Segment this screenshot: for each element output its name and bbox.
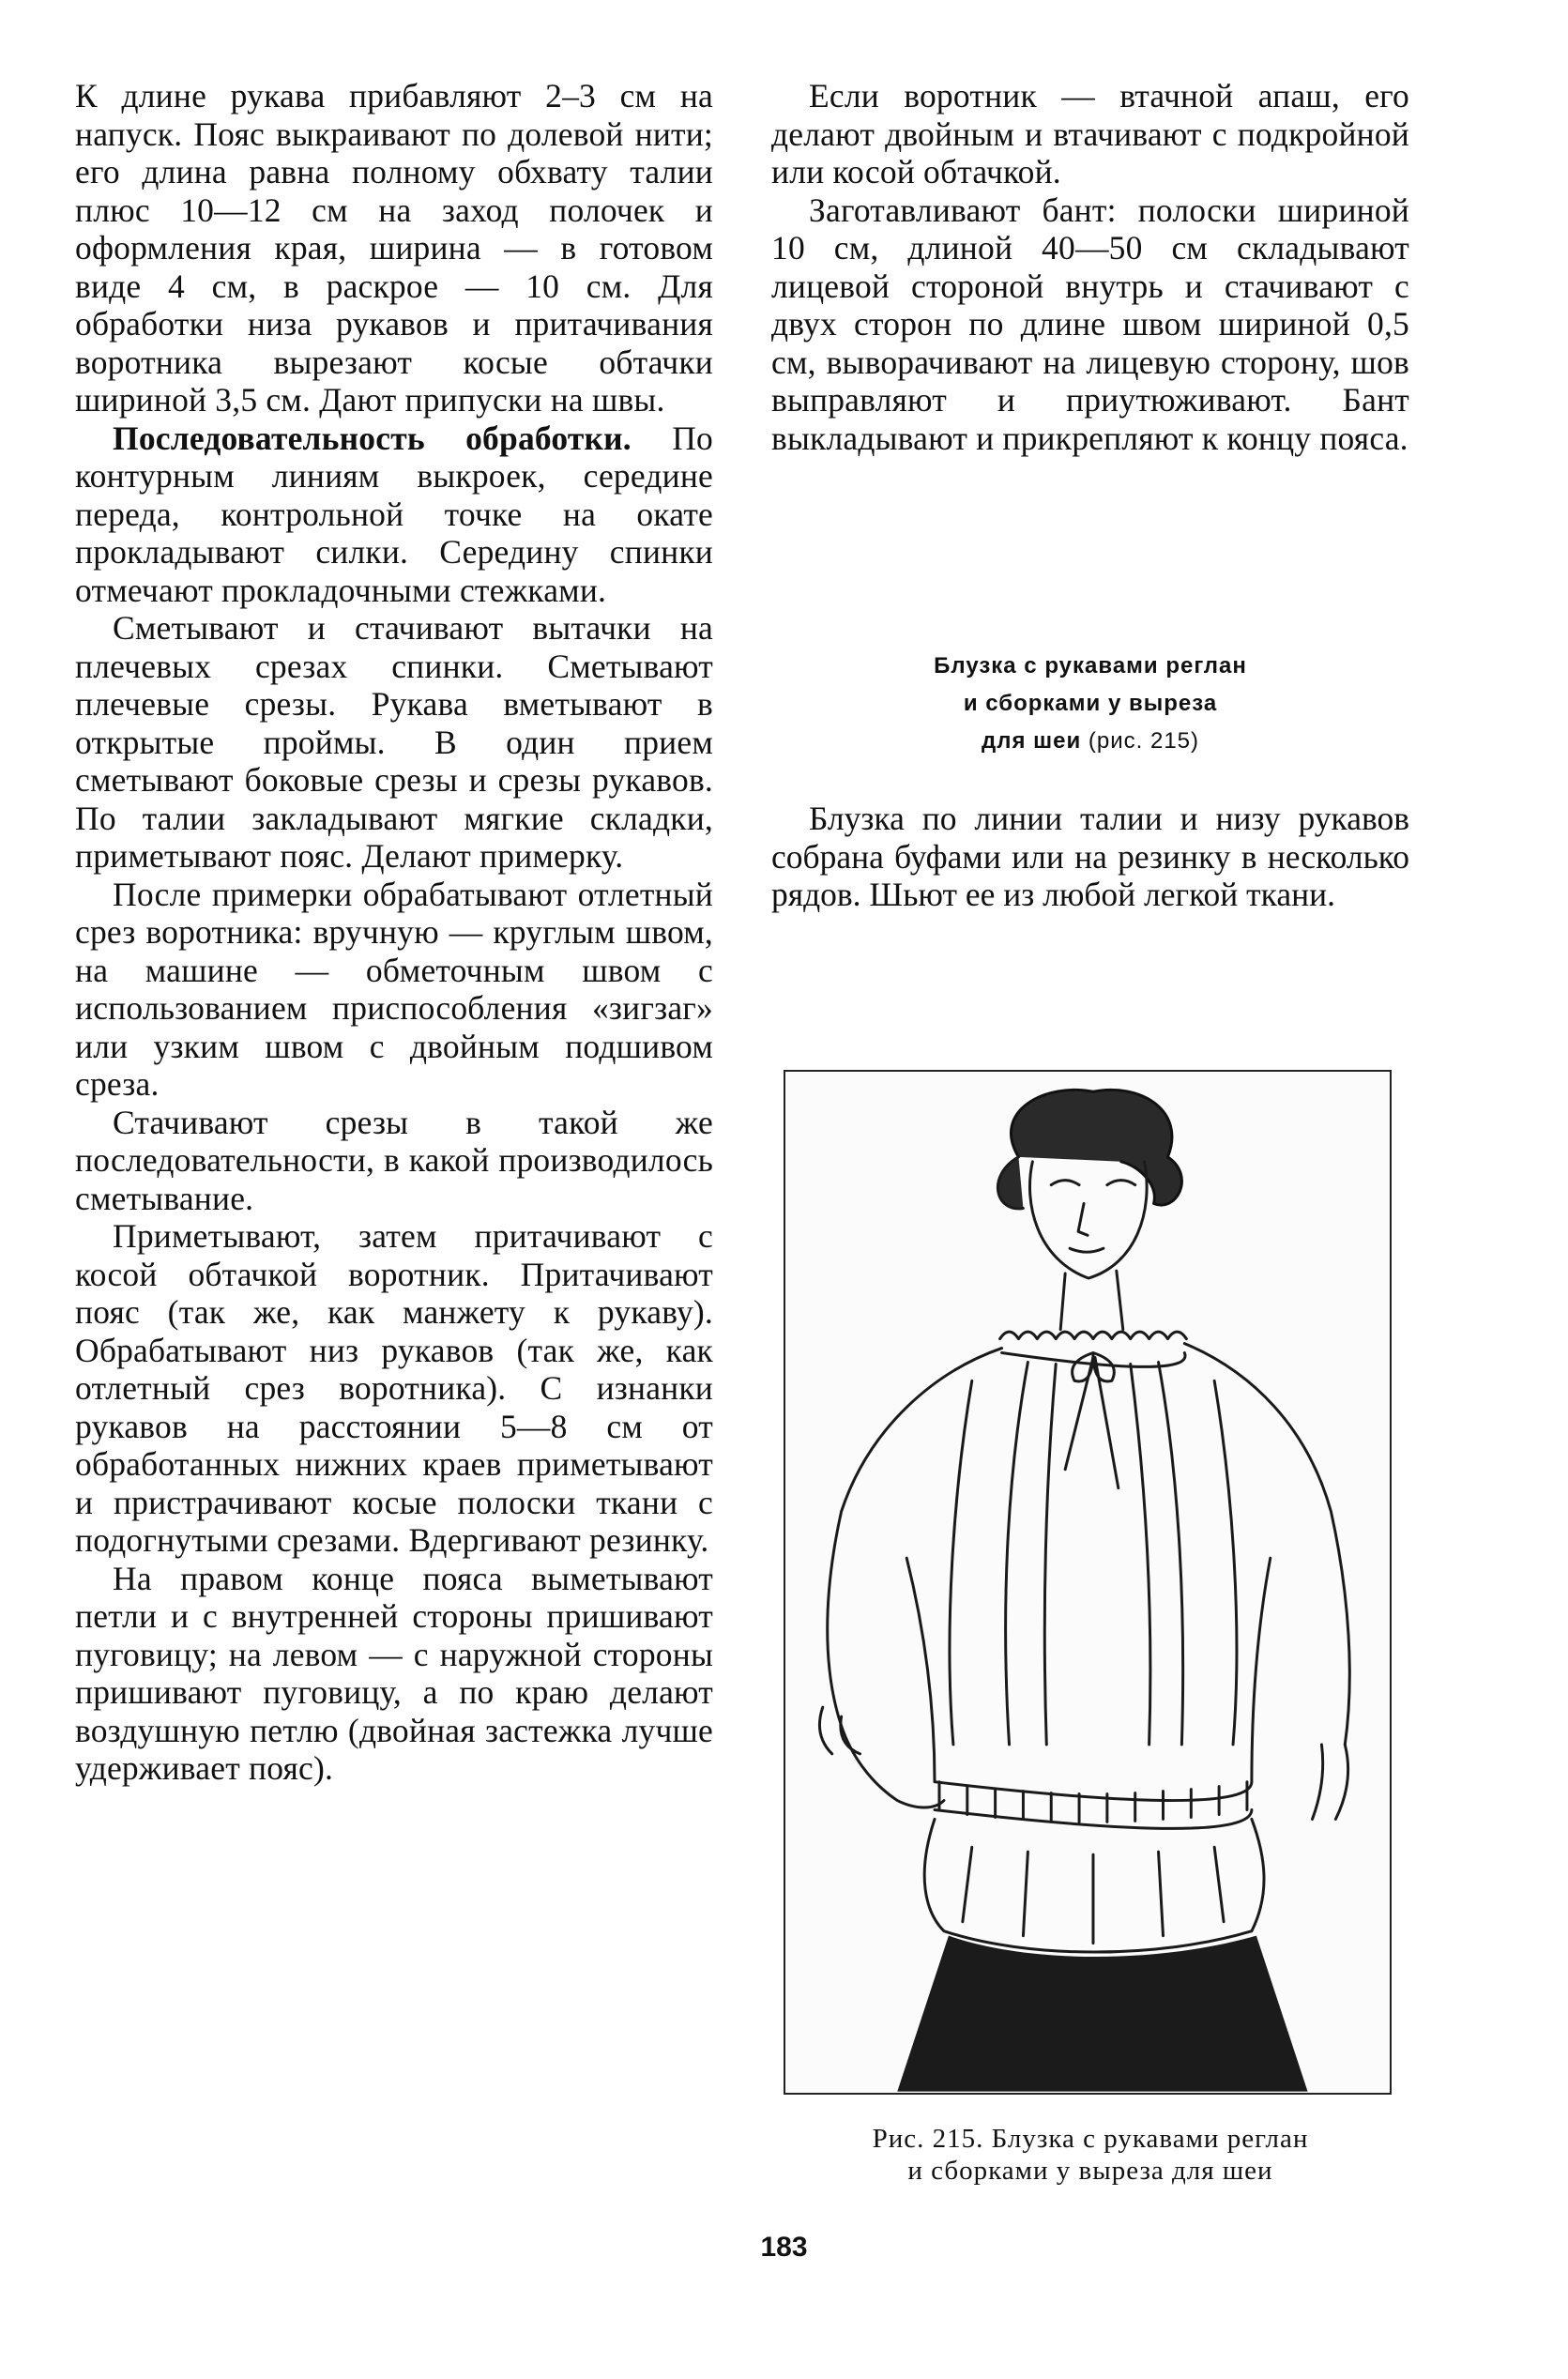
paragraph: Сметывают и стачивают вытачки на плечевых срезах спинки. Сметывают плечевые срезы. Рукава вметывают в открытые проймы. В один прием сметывают боковые срезы и срезы рукавов. По талии закладывают мягкие складки, приметывают пояс. Делают примерку. (75, 609, 713, 875)
section-title-line: и сборками у выреза (963, 691, 1218, 716)
paragraph: Приметывают, затем притачивают с косой обтачкой воротник. Притачивают пояс (так же, как манжету к рукаву). Обрабатывают низ рукавов (так же, как отлетный срез воротника). С изнанки рукавов на расстоянии 5—8 см от обработанных нижних краев приметывают и пристрачивают косые полоски ткани с подогнутыми срезами. Вдергивают резинку. (75, 1217, 713, 1559)
figure-caption (771, 2123, 1409, 2187)
section-title-line: Блузка с рукавами реглан (934, 653, 1247, 679)
paragraph: После примерки обрабатывают отлетный срез воротника: вручную — круглым швом, на машине — обметочным швом с использованием приспособления «зигзаг» или узким швом с двойным подшивом среза. (75, 875, 713, 1103)
paragraph (75, 419, 713, 610)
figure-reference: (рис. 215) (1088, 728, 1200, 754)
section-title-text: для шеи (981, 728, 1082, 754)
caption-line: Рис. 215. Блузка с рукавами реглан (872, 2124, 1309, 2154)
blouse-illustration-icon (784, 1070, 1392, 2095)
paragraph: Если воротник — втачной апаш, его делают двойным и втачивают с подкройной или косой обтачкой. (771, 77, 1409, 191)
paragraph: На правом конце пояса выметывают петли и с внутренней стороны пришивают пуговицу; на левом — с наружной стороны пришивают пуговицу, а по краю делают воздушную петлю (двойная застежка лучше удерживает пояс). (75, 1559, 713, 1787)
section-heading (771, 648, 1409, 760)
left-column (75, 77, 713, 1788)
page-number: 183 (760, 2232, 808, 2263)
section-title-line (771, 723, 1409, 760)
paragraph: К длине рукава прибавляют 2–3 см на напуск. Пояс выкраивают по долевой нити; его длина равна полному обхвату талии плюс 10—12 см на заход полочек и оформления края, ширина — в готовом виде 4 см, в раскрое — 10 см. Для обработки низа рукавов и притачивания воротника вырезают косые обтачки шириной 3,5 см. Дают припуски на швы. (75, 77, 713, 419)
section-intro (771, 800, 1409, 914)
figure-drawing (785, 1072, 1390, 2093)
paragraph-heading: Последовательность обработки. (113, 419, 632, 457)
paragraph-text: По контурным линиям выкроек, середине переда, контрольной точке на окате прокладывают силки. Середину спинки отмечают прокладочными стежками. (75, 419, 713, 609)
paragraph: Блузка по линии талии и низу рукавов собрана буфами или на резинку в несколько рядов. Шьют ее из любой легкой ткани. (771, 800, 1409, 913)
paragraph: Заготавливают бант: полоски шириной 10 см, длиной 40—50 см складывают лицевой стороной внутрь и стачивают с двух сторон по длине швом шириной 0,5 см, выворачивают на лицевую сторону, шов выправляют и приутюживают. Бант выкладывают и прикрепляют к концу пояса. (771, 191, 1409, 457)
caption-line: и сборками у выреза для шеи (907, 2156, 1273, 2186)
paragraph: Стачивают срезы в такой же последовательности, в какой производилось сметывание. (75, 1103, 713, 1217)
right-column (771, 77, 1409, 457)
